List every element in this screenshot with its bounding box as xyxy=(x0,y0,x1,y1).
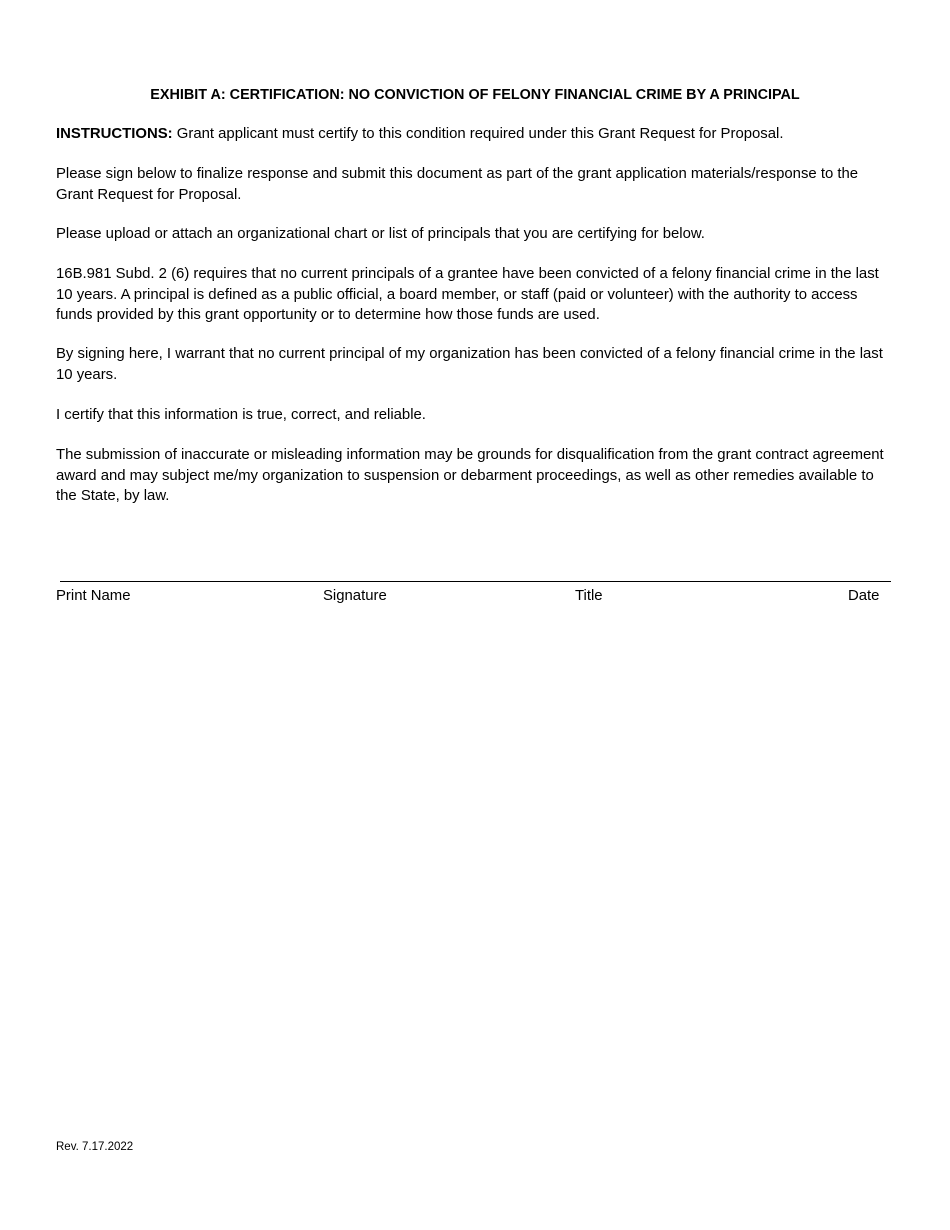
paragraph-upload-chart: Please upload or attach an organizational chart or list of principals that you are certifying for below. xyxy=(56,226,705,242)
paragraph-statute: 16B.981 Subd. 2 (6) requires that no current principals of a grantee have been convicted of a felony financial crime in the last 10 years. A principal is defined as a public official, a board member, or staff (paid or volunteer) with the authority to access funds provided by this grant opportunity or to determine how those funds are used. xyxy=(56,266,879,324)
signature-line[interactable] xyxy=(60,581,891,582)
signature-label: Signature xyxy=(323,588,387,604)
instructions-text: Grant applicant must certify to this condition required under this Grant Request for Proposal. xyxy=(172,126,784,142)
instructions-paragraph xyxy=(56,124,898,145)
paragraph-disqualification: The submission of inaccurate or misleading information may be grounds for disqualification from the grant contract agreement award and may subject me/my organization to suspension or debarment proceedings, as well as other remedies available to the State, by law. xyxy=(56,447,884,505)
paragraph-warrant: By signing here, I warrant that no current principal of my organization has been convicted of a felony financial crime in the last 10 years. xyxy=(56,346,883,383)
instructions-label: INSTRUCTIONS: xyxy=(56,126,173,142)
print-name-label: Print Name xyxy=(56,588,131,604)
document-title: EXHIBIT A: CERTIFICATION: NO CONVICTION OF FELONY FINANCIAL CRIME BY A PRINCIPAL xyxy=(150,87,800,103)
date-label: Date xyxy=(848,588,880,604)
paragraph-certify: I certify that this information is true, correct, and reliable. xyxy=(56,407,426,423)
revision-note: Rev. 7.17.2022 xyxy=(56,1141,134,1153)
paragraph-sign-below: Please sign below to finalize response and submit this document as part of the grant application materials/response to the Grant Request for Proposal. xyxy=(56,166,859,203)
title-label: Title xyxy=(575,588,603,604)
